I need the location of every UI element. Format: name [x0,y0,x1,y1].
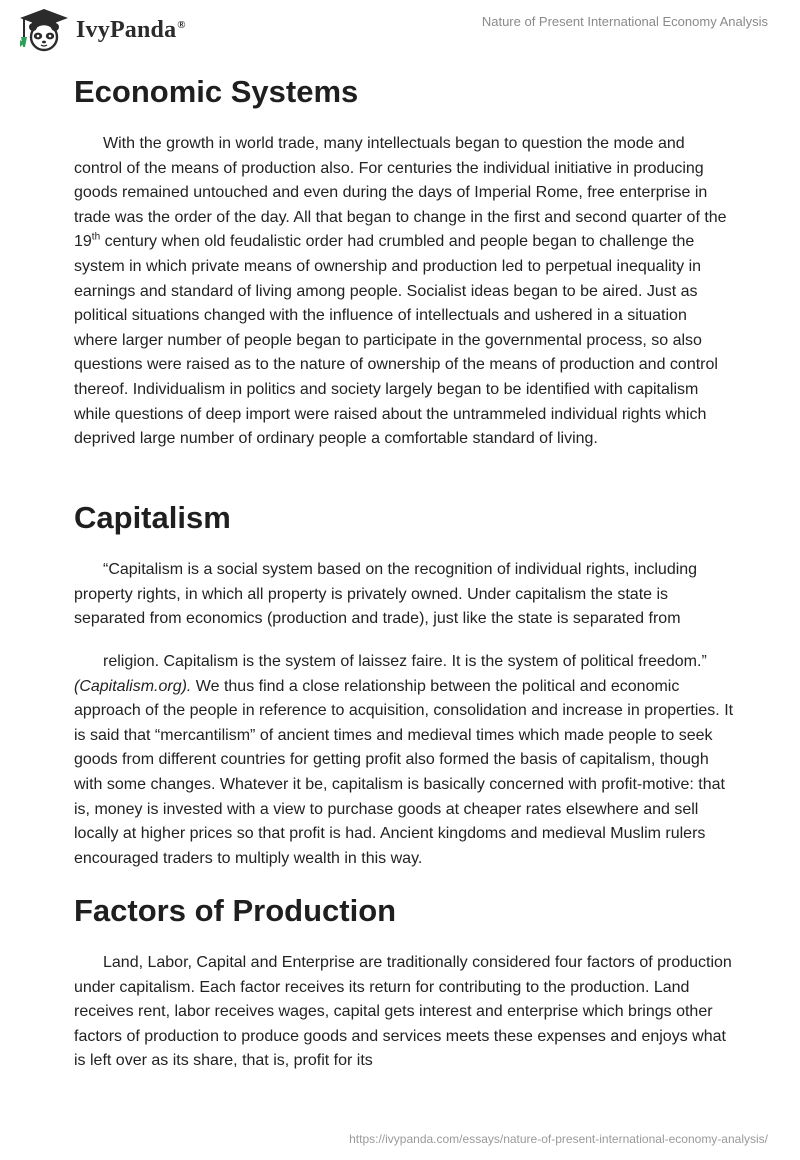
citation: (Capitalism.org). [74,677,192,695]
brand-name: IvyPanda® [76,16,186,43]
ordinal-superscript: th [91,232,101,244]
ivypanda-logo[interactable] [16,7,186,53]
section-economic-systems [74,74,734,110]
document-title: Nature of Present International Economy Analysis [481,14,768,29]
paragraph-factors-of-production: Land, Labor, Capital and Enterprise are traditionally considered four factors of production under capitalism. Each factor receives its return for contributing to the production. Land receives rent, labor receives wages, capital gets interest and enterprise which brings other factors of production to produce goods and services meets these expenses and enjoys what is left over as its share, that is, profit for its [74,954,732,1070]
heading-economic-systems: Economic Systems [74,74,359,109]
heading-capitalism: Capitalism [74,500,231,535]
paragraph-capitalism-continued: religion. Capitalism is the system of laissez faire. It is the system of political freedom.” (Capitalism.org). We thus find a close relationship between the political and economic approach of the people in reference to acquisition, consolidation and increase in properties. It is said that “mercantilism” of ancient times and medieval times which made people to seek goods from different countries for getting profit also formed the basis of capitalism, though with some changes. Whatever it be, capitalism is basically concerned with profit-motive: that is, money is invested with a view to purchase goods at cheaper rates elsewhere and sell locally at higher prices so that profit is had. Ancient kingdoms and medieval Muslim rulers encouraged traders to multiply wealth in this way. [74,653,734,867]
heading-factors-of-production: Factors of Production [74,893,397,928]
paragraph-economic-systems: With the growth in world trade, many intellectuals began to question the mode and control of the means of production also. For centuries the individual initiative in producing goods remained untouched and even during the days of Imperial Rome, free enterprise in trade was the order of the day. All that began to change in the first and second quarter of the 19th century when old feudalistic order had crumbled and people began to challenge the system in which private means of ownership and production led to perpetual inequality in earnings and standard of living among people. Socialist ideas began to be aired. Just as political situations changed with the influence of intellectuals and ushered in a situation where larger number of people began to participate in the governmental process, so also questions were raised as to the nature of ownership of the means of production and control thereof. Individualism in politics and society largely began to be identified with capitalism while questions of deep import were raised about the untrammeled individual rights which deprived large number of ordinary people a comfortable standard of living. [74,135,727,448]
section-capitalism [74,500,734,536]
section-factors-of-production [74,893,734,929]
source-url[interactable]: https://ivypanda.com/essays/nature-of-present-international-economy-analysis/ [349,1132,768,1146]
page-header [0,0,800,60]
paragraph-capitalism-quote: “Capitalism is a social system based on the recognition of individual rights, including property rights, in which all property is privately owned. Under capitalism the state is separated from economics (production and trade), just like the state is separated from [74,561,698,628]
panda-graduation-cap-icon [16,7,72,53]
